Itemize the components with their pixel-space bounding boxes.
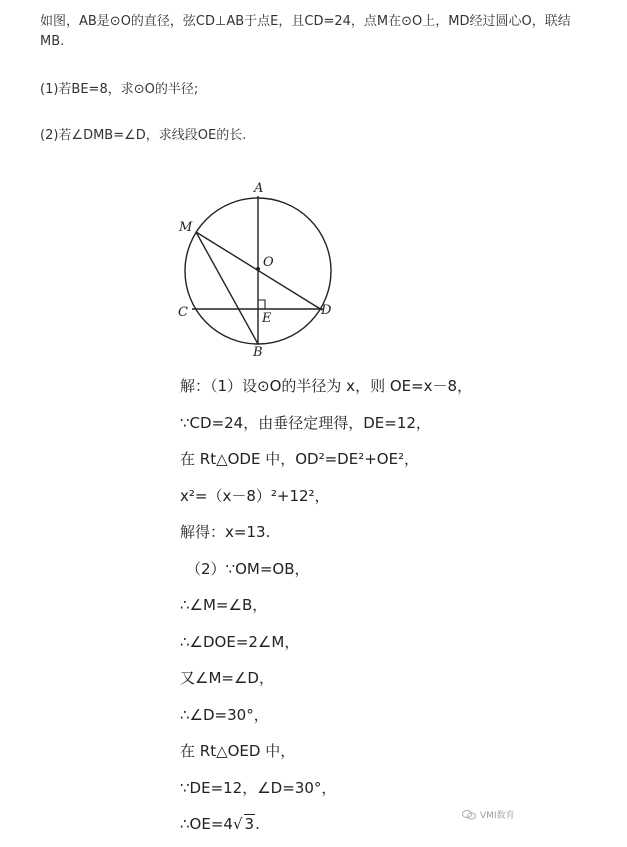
label-c: C <box>178 305 188 320</box>
sqrt-sign: √ <box>232 815 243 833</box>
right-angle-mark <box>258 300 265 309</box>
solution-line: 在 Rt△OED 中， <box>180 742 296 760</box>
solution-line: ∴∠M=∠B， <box>180 596 268 614</box>
solution-line: 解得：x=13. <box>180 523 271 541</box>
solution-block <box>180 372 600 847</box>
solution-line: x²=（x－8）²+12²， <box>180 486 330 505</box>
sqrt-radicand: 3 <box>244 815 255 833</box>
solution-line: 在 Rt△ODE 中，OD²=DE²+OE²， <box>180 450 420 468</box>
final-prefix: ∴OE=4 <box>180 815 233 833</box>
question-2: (2)若∠DMB=∠D，求线段OE的长. <box>40 128 247 143</box>
label-o: O <box>263 255 274 270</box>
final-suffix: . <box>255 815 260 833</box>
watermark <box>462 808 515 821</box>
segment-mb <box>196 232 258 344</box>
geometry-figure <box>170 176 350 362</box>
solution-line: ∴∠D=30°， <box>180 705 269 724</box>
question-1: (1)若BE=8，求⊙O的半径; <box>40 82 199 97</box>
solution-line: （2）∵OM=OB， <box>186 559 310 578</box>
segment-md <box>196 232 322 310</box>
label-d: D <box>321 303 332 318</box>
solution-line: 解：（1）设⊙O的半径为 x，则 OE=x－8， <box>180 377 473 395</box>
solution-line: 又∠M=∠D， <box>180 669 274 687</box>
solution-line: ∵CD=24，由垂径定理得，DE=12， <box>180 413 431 432</box>
center-dot <box>256 267 260 271</box>
label-m: M <box>179 220 193 235</box>
solution-final-line <box>180 810 600 847</box>
solution-line: ∴∠DOE=2∠M， <box>180 632 300 651</box>
label-e: E <box>262 311 272 326</box>
label-b: B <box>253 345 263 360</box>
problem-line-1: 如图，AB是⊙O的直径，弦CD⊥AB于点E，且CD=24，点M在⊙O上，MD经过圆心O，联结 <box>40 14 571 29</box>
watermark-text: VMI数育 <box>480 811 515 821</box>
wechat-icon <box>462 810 476 820</box>
circle-diagram <box>170 176 350 362</box>
problem-line-2: MB. <box>40 34 65 49</box>
label-a: A <box>254 181 264 196</box>
solution-line: ∵DE=12，∠D=30°， <box>180 778 337 797</box>
problem-statement <box>40 12 627 52</box>
